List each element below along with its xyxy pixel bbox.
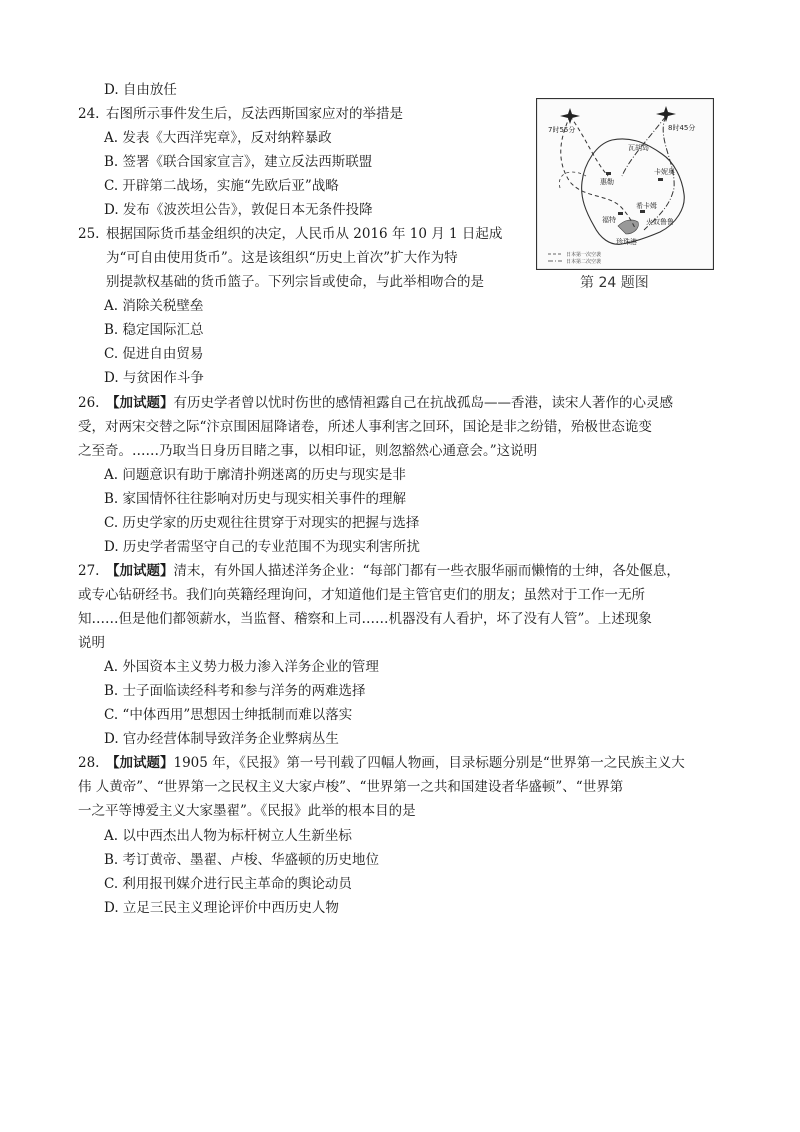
figure-caption: 第 24 题图 (580, 275, 649, 291)
q27-number: 27. (78, 563, 100, 579)
q24-option-d: D. 发布《波茨坦公告》，敦促日本无条件投降 (104, 202, 373, 218)
marker-kaneohe (658, 178, 663, 181)
marker-ford (618, 212, 623, 215)
q26-option-c: C. 历史学家的历史观往往贯穿于对现实的把握与选择 (104, 515, 420, 531)
q24-option-c: C. 开辟第二战场，实施“先欧后亚”战略 (104, 178, 339, 194)
place-label-kaneohe: 卡妮奥 (654, 168, 675, 176)
q25-stem-line-2: 为“可自由使用货币”。这是该组织“历史上首次”扩大作为特 (106, 250, 458, 266)
place-label-hickam: 希卡姆 (636, 202, 657, 210)
q25-number: 25. (78, 226, 100, 242)
q27-stem-line-1 (106, 561, 680, 581)
pearl-harbor-map-figure (536, 98, 714, 270)
q27-option-a: A. 外国资本主义势力极力渗入洋务企业的管理 (104, 659, 379, 675)
q24-number: 24. (78, 106, 100, 122)
q28-stem-line-3: 一之平等博爱主义大家墨翟”。《民报》此举的根本目的是 (78, 803, 416, 819)
q26-option-a: A. 问题意识有助于廓清扑朔迷离的历史与现实是非 (104, 467, 406, 483)
legend-label-1: 日本第一次空袭 (566, 252, 602, 258)
q27-stem-text: 清末，有外国人描述洋务企业：“每部门都有一些衣服华丽而懒惰的士绅，各处偃息， (173, 563, 680, 579)
q25-stem-line-1: 根据国际货币基金组织的决定，人民币从 2016 年 10 月 1 日起成 (106, 226, 503, 242)
q24-stem: 右图所示事件发生后，反法西斯国家应对的举措是 (106, 106, 403, 122)
q27-tag: 【加试题】 (106, 563, 174, 579)
q26-option-b: B. 家国情怀往往影响对历史与现实相关事件的理解 (104, 491, 407, 507)
q25-option-a: A. 消除关税壁垒 (104, 298, 204, 314)
q26-stem-text: 有历史学者曾以忧时伤世的感情袒露自己在抗战孤岛——香港，读宋人著作的心灵感 (173, 395, 673, 411)
q27-option-d: D. 官办经营体制导致洋务企业弊病丛生 (104, 731, 339, 747)
q28-stem-line-1 (106, 753, 685, 773)
q28-number: 28. (78, 755, 100, 771)
q25-option-b: B. 稳定国际汇总 (104, 322, 204, 338)
q25-option-c: C. 促进自由贸易 (104, 346, 204, 362)
marker-wheeler (606, 172, 611, 175)
time-label-2: 8时45分 (668, 124, 696, 132)
island-label: 瓦胡岛 (628, 144, 649, 152)
q28-option-c: C. 利用报刊媒介进行民主革命的舆论动员 (104, 876, 352, 892)
marker-hickam (640, 210, 645, 213)
q24-option-a: A. 发表《大西洋宪章》，反对纳粹暴政 (104, 130, 332, 146)
q28-option-b: B. 考订黄帝、墨翟、卢梭、华盛顿的历史地位 (104, 852, 380, 868)
place-label-honolulu: 火奴鲁鲁 (646, 218, 674, 226)
q25-option-d: D. 与贫困作斗争 (104, 370, 204, 386)
place-label-wheeler: 惠勒 (600, 178, 614, 186)
q26-stem-line-3: 之至奇。……乃取当日身历目睹之事，以相印证，则忽豁然心通意会。”这说明 (78, 443, 538, 459)
q26-tag: 【加试题】 (106, 395, 174, 411)
q26-stem-line-2: 受，对两宋交替之际“汴京围困屈降诸卷，所述人事利害之回环，国论是非之纷错，殆极世态诡变 (78, 419, 652, 435)
q24-option-b: B. 签署《联合国家宣言》，建立反法西斯联盟 (104, 154, 373, 170)
place-label-pearl-harbor: 珍珠港 (616, 238, 637, 246)
q26-option-d: D. 历史学者需坚守自己的专业范围不为现实利害所扰 (104, 539, 420, 555)
q26-number: 26. (78, 395, 100, 411)
q28-option-a: A. 以中西杰出人物为标杆树立人生新坐标 (104, 828, 352, 844)
q25-stem-line-3: 别提款权基础的货币篮子。下列宗旨或使命，与此举相吻合的是 (106, 274, 484, 290)
line-q23-d: D. 自由放任 (104, 82, 177, 98)
q27-option-c: C. “中体西用”思想因士绅抵制而难以落实 (104, 707, 353, 723)
q27-option-b: B. 士子面临读经科考和参与洋务的两难选择 (104, 683, 366, 699)
time-label-1: 7时55分 (548, 126, 576, 134)
q28-stem-line-2: 伟 人黄帝”、“世界第一之民权主义大家卢梭”、“世界第一之共和国建设者华盛顿”、“世界第 (78, 779, 624, 795)
q27-stem-line-3: 知……但是他们都领薪水，当监督、稽察和上司……机器没有人看护，坏了没有人管”。上述现象 (78, 611, 652, 627)
place-label-ford: 福特 (602, 216, 616, 224)
q26-stem-line-1 (106, 393, 673, 413)
q27-stem-line-4: 说明 (78, 635, 105, 651)
q28-option-d: D. 立足三民主义理论评价中西历史人物 (104, 900, 339, 916)
legend-label-2: 日本第二次空袭 (566, 259, 602, 265)
q28-stem-text: 1905 年，《民报》第一号刊载了四幅人物画，目录标题分别是“世界第一之民族主义大 (173, 755, 685, 771)
q28-tag: 【加试题】 (106, 755, 174, 771)
q27-stem-line-2: 或专心钻研经书。我们向英籍经理询问，才知道他们是主管官吏们的朋友；虽然对于工作一无所 (78, 587, 645, 603)
